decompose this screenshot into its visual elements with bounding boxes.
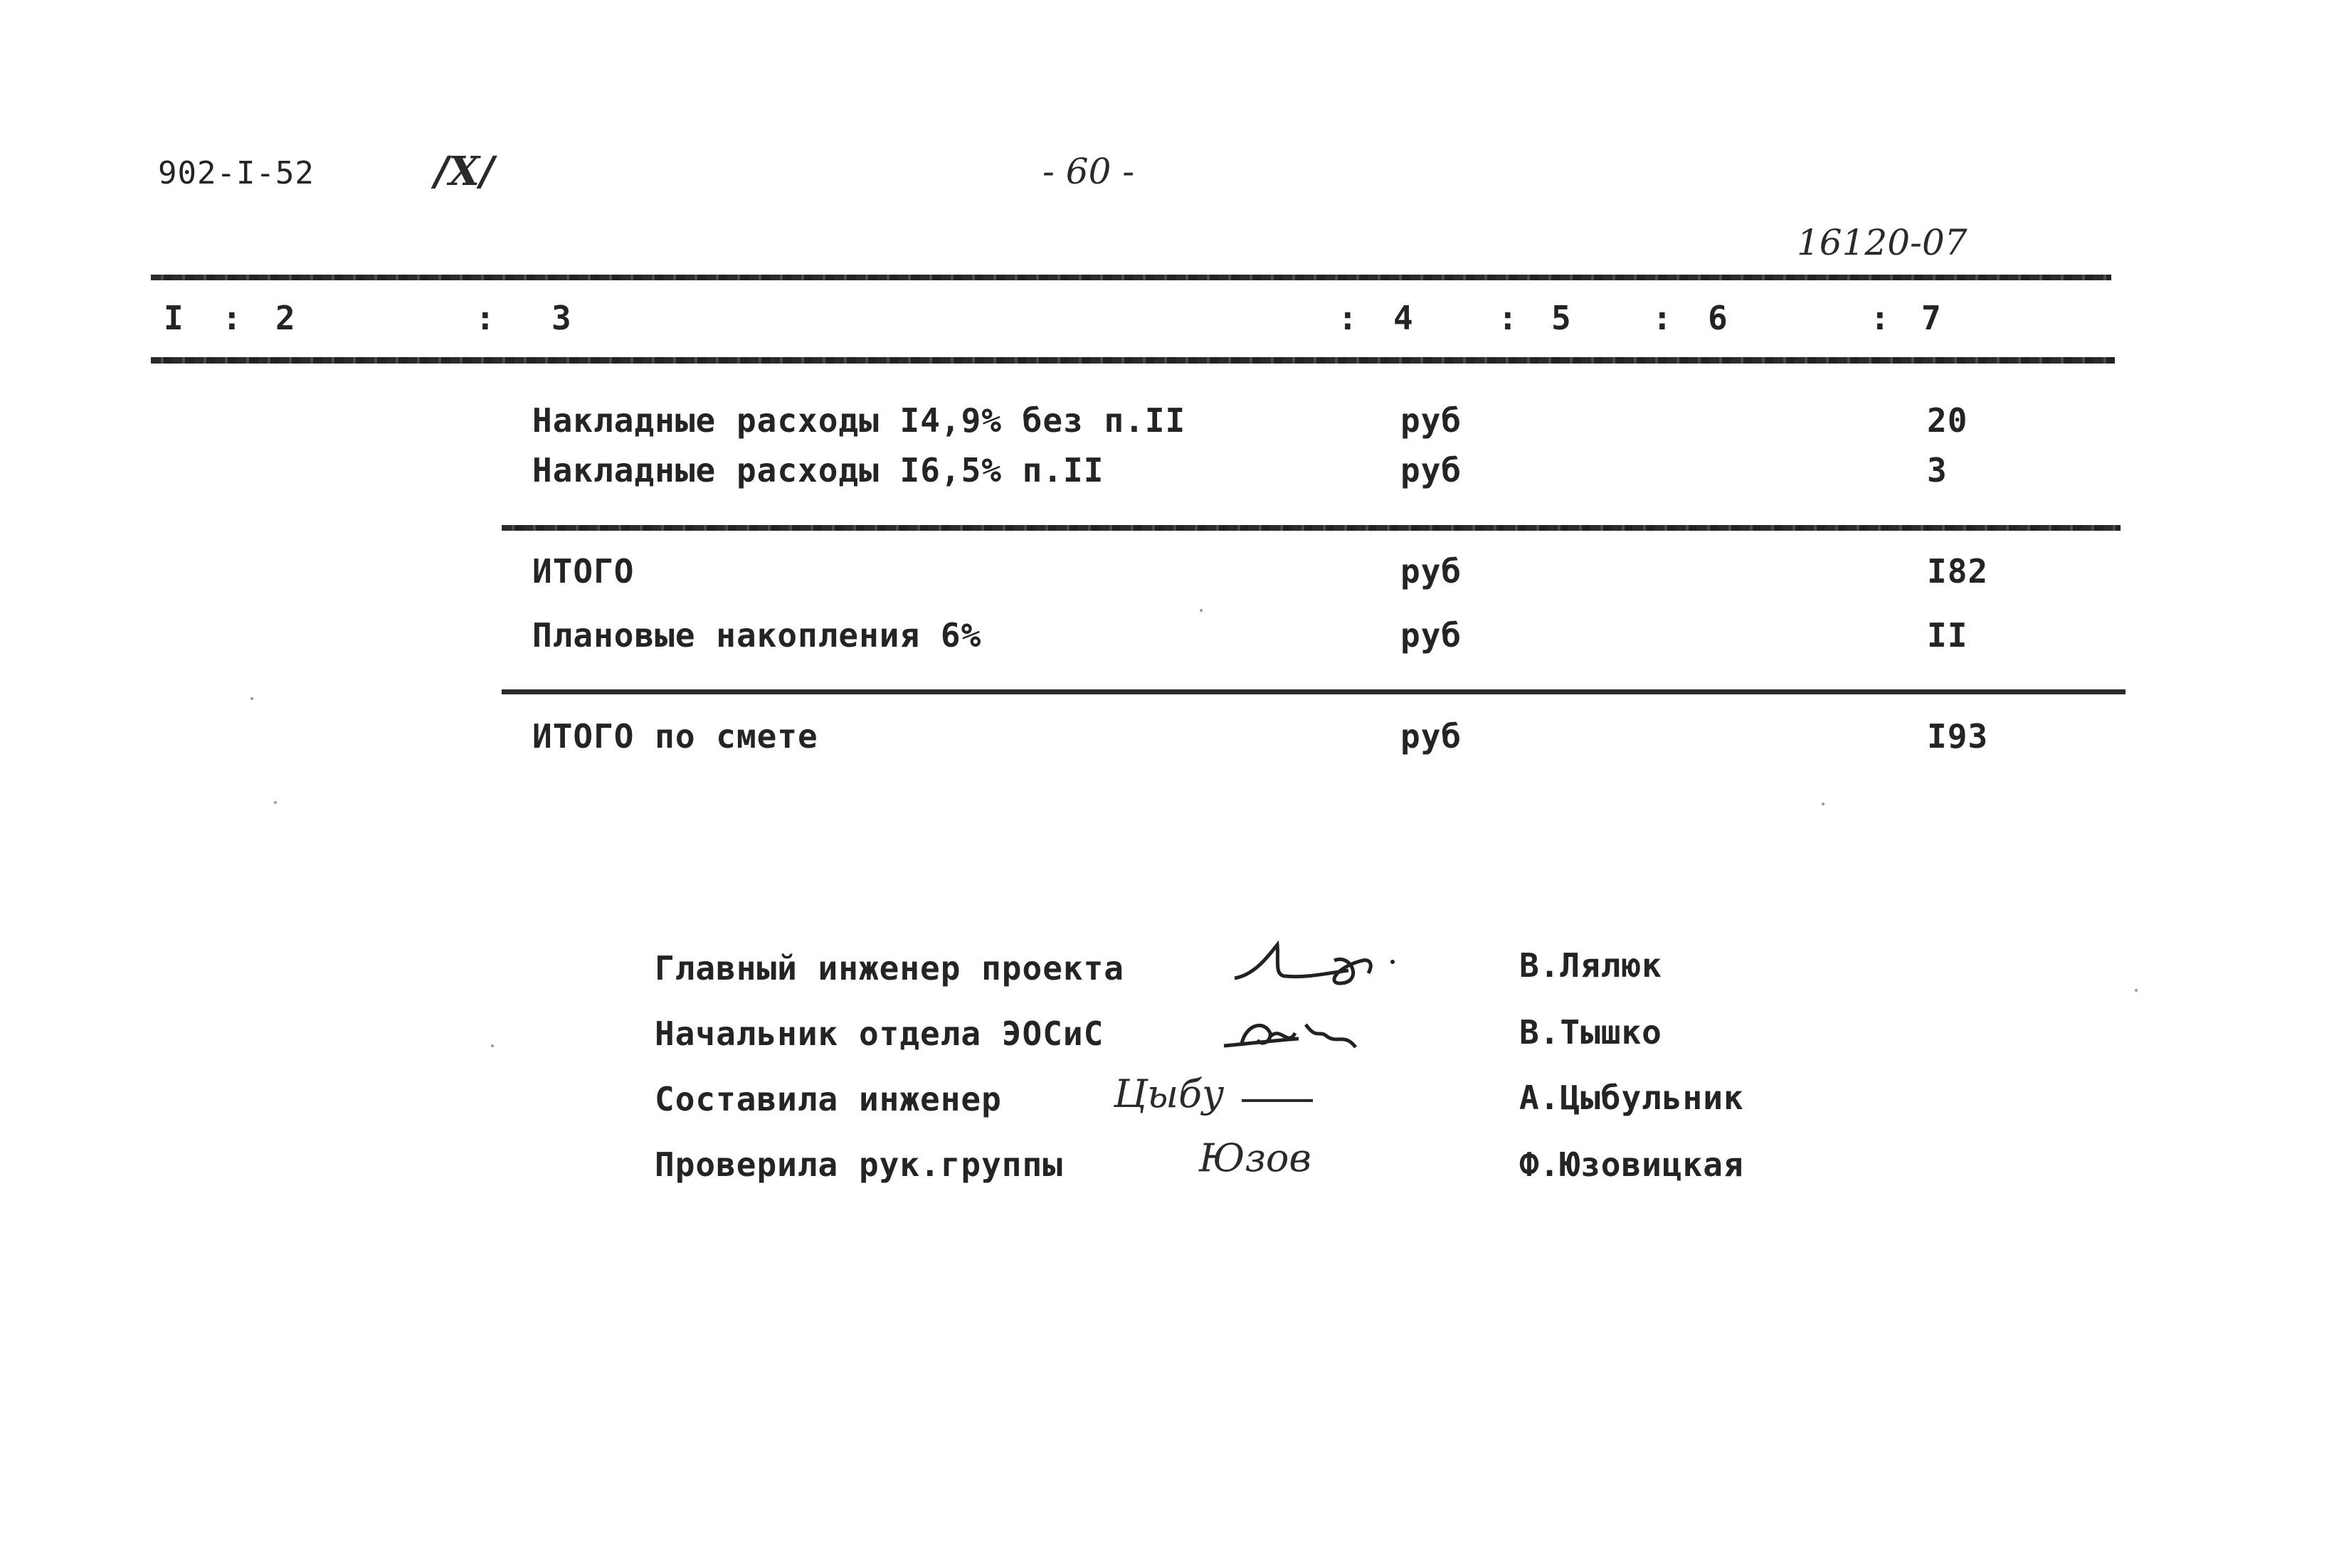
row-value: II bbox=[1927, 616, 1968, 655]
signatory-title: Составила инженер bbox=[655, 1080, 1002, 1118]
total-rule bbox=[502, 689, 2126, 694]
row-value: I93 bbox=[1927, 717, 1989, 756]
signature-group-leader: Юзов bbox=[1199, 1135, 1311, 1180]
row-unit: руб bbox=[1400, 451, 1462, 489]
volume-mark: /X/ bbox=[434, 148, 495, 195]
column-header-7: 7 bbox=[1921, 299, 1942, 337]
signature-compiler: Цыбу bbox=[1114, 1071, 1225, 1116]
column-header-1: I bbox=[164, 299, 184, 337]
subtotal-rule bbox=[502, 525, 2121, 531]
scan-speck bbox=[491, 1044, 494, 1047]
signature-compiler-stroke bbox=[1242, 1099, 1313, 1102]
signatory-name: Ф.Юзовицкая bbox=[1519, 1145, 1744, 1184]
signatory-title: Проверила рук.группы bbox=[655, 1145, 1063, 1184]
row-label: ИТОГО bbox=[532, 552, 635, 590]
row-label: Накладные расходы I6,5% п.II bbox=[532, 451, 1104, 489]
scan-speck bbox=[1822, 802, 1825, 805]
column-header-4: 4 bbox=[1393, 299, 1414, 337]
column-header-6: 6 bbox=[1708, 299, 1728, 337]
row-unit: руб bbox=[1400, 401, 1462, 440]
scan-speck bbox=[250, 697, 253, 700]
signature-department-head bbox=[1220, 1005, 1377, 1064]
scan-speck bbox=[2135, 989, 2138, 992]
column-separator: : bbox=[1338, 299, 1358, 337]
signatory-name: В.Тышко bbox=[1519, 1013, 1662, 1051]
row-unit: руб bbox=[1400, 616, 1462, 655]
sheet-code: 16120-07 bbox=[1797, 222, 1968, 263]
column-separator: : bbox=[1870, 299, 1891, 337]
signatory-title: Начальник отдела ЭОСиС bbox=[655, 1015, 1104, 1053]
column-header-2: 2 bbox=[275, 299, 296, 337]
signatory-name: В.Лялюк bbox=[1519, 946, 1662, 985]
row-unit: руб bbox=[1400, 717, 1462, 756]
column-separator: : bbox=[1498, 299, 1519, 337]
row-label: Плановые накопления 6% bbox=[532, 616, 982, 655]
document-code: 902-I-52 bbox=[158, 155, 315, 191]
row-value: I82 bbox=[1927, 552, 1989, 590]
column-separator: : bbox=[1652, 299, 1673, 337]
signatory-name: А.Цыбульник bbox=[1519, 1079, 1744, 1117]
scan-speck bbox=[1200, 609, 1203, 612]
row-value: 20 bbox=[1927, 401, 1968, 440]
column-separator: : bbox=[222, 299, 243, 337]
signatory-title: Главный инженер проекта bbox=[655, 949, 1124, 987]
row-label: Накладные расходы I4,9% без п.II bbox=[532, 401, 1186, 440]
signature-chief-engineer bbox=[1227, 939, 1412, 999]
column-header-5: 5 bbox=[1551, 299, 1572, 337]
row-value: 3 bbox=[1927, 451, 1948, 489]
scan-speck bbox=[274, 801, 277, 804]
column-separator: : bbox=[475, 299, 496, 337]
header-bottom-rule bbox=[151, 357, 2115, 364]
column-header-3: 3 bbox=[551, 299, 572, 337]
header-top-rule bbox=[151, 275, 2111, 280]
row-unit: руб bbox=[1400, 552, 1462, 590]
page-number: - 60 - bbox=[1042, 151, 1135, 192]
row-label: ИТОГО по смете bbox=[532, 717, 818, 756]
